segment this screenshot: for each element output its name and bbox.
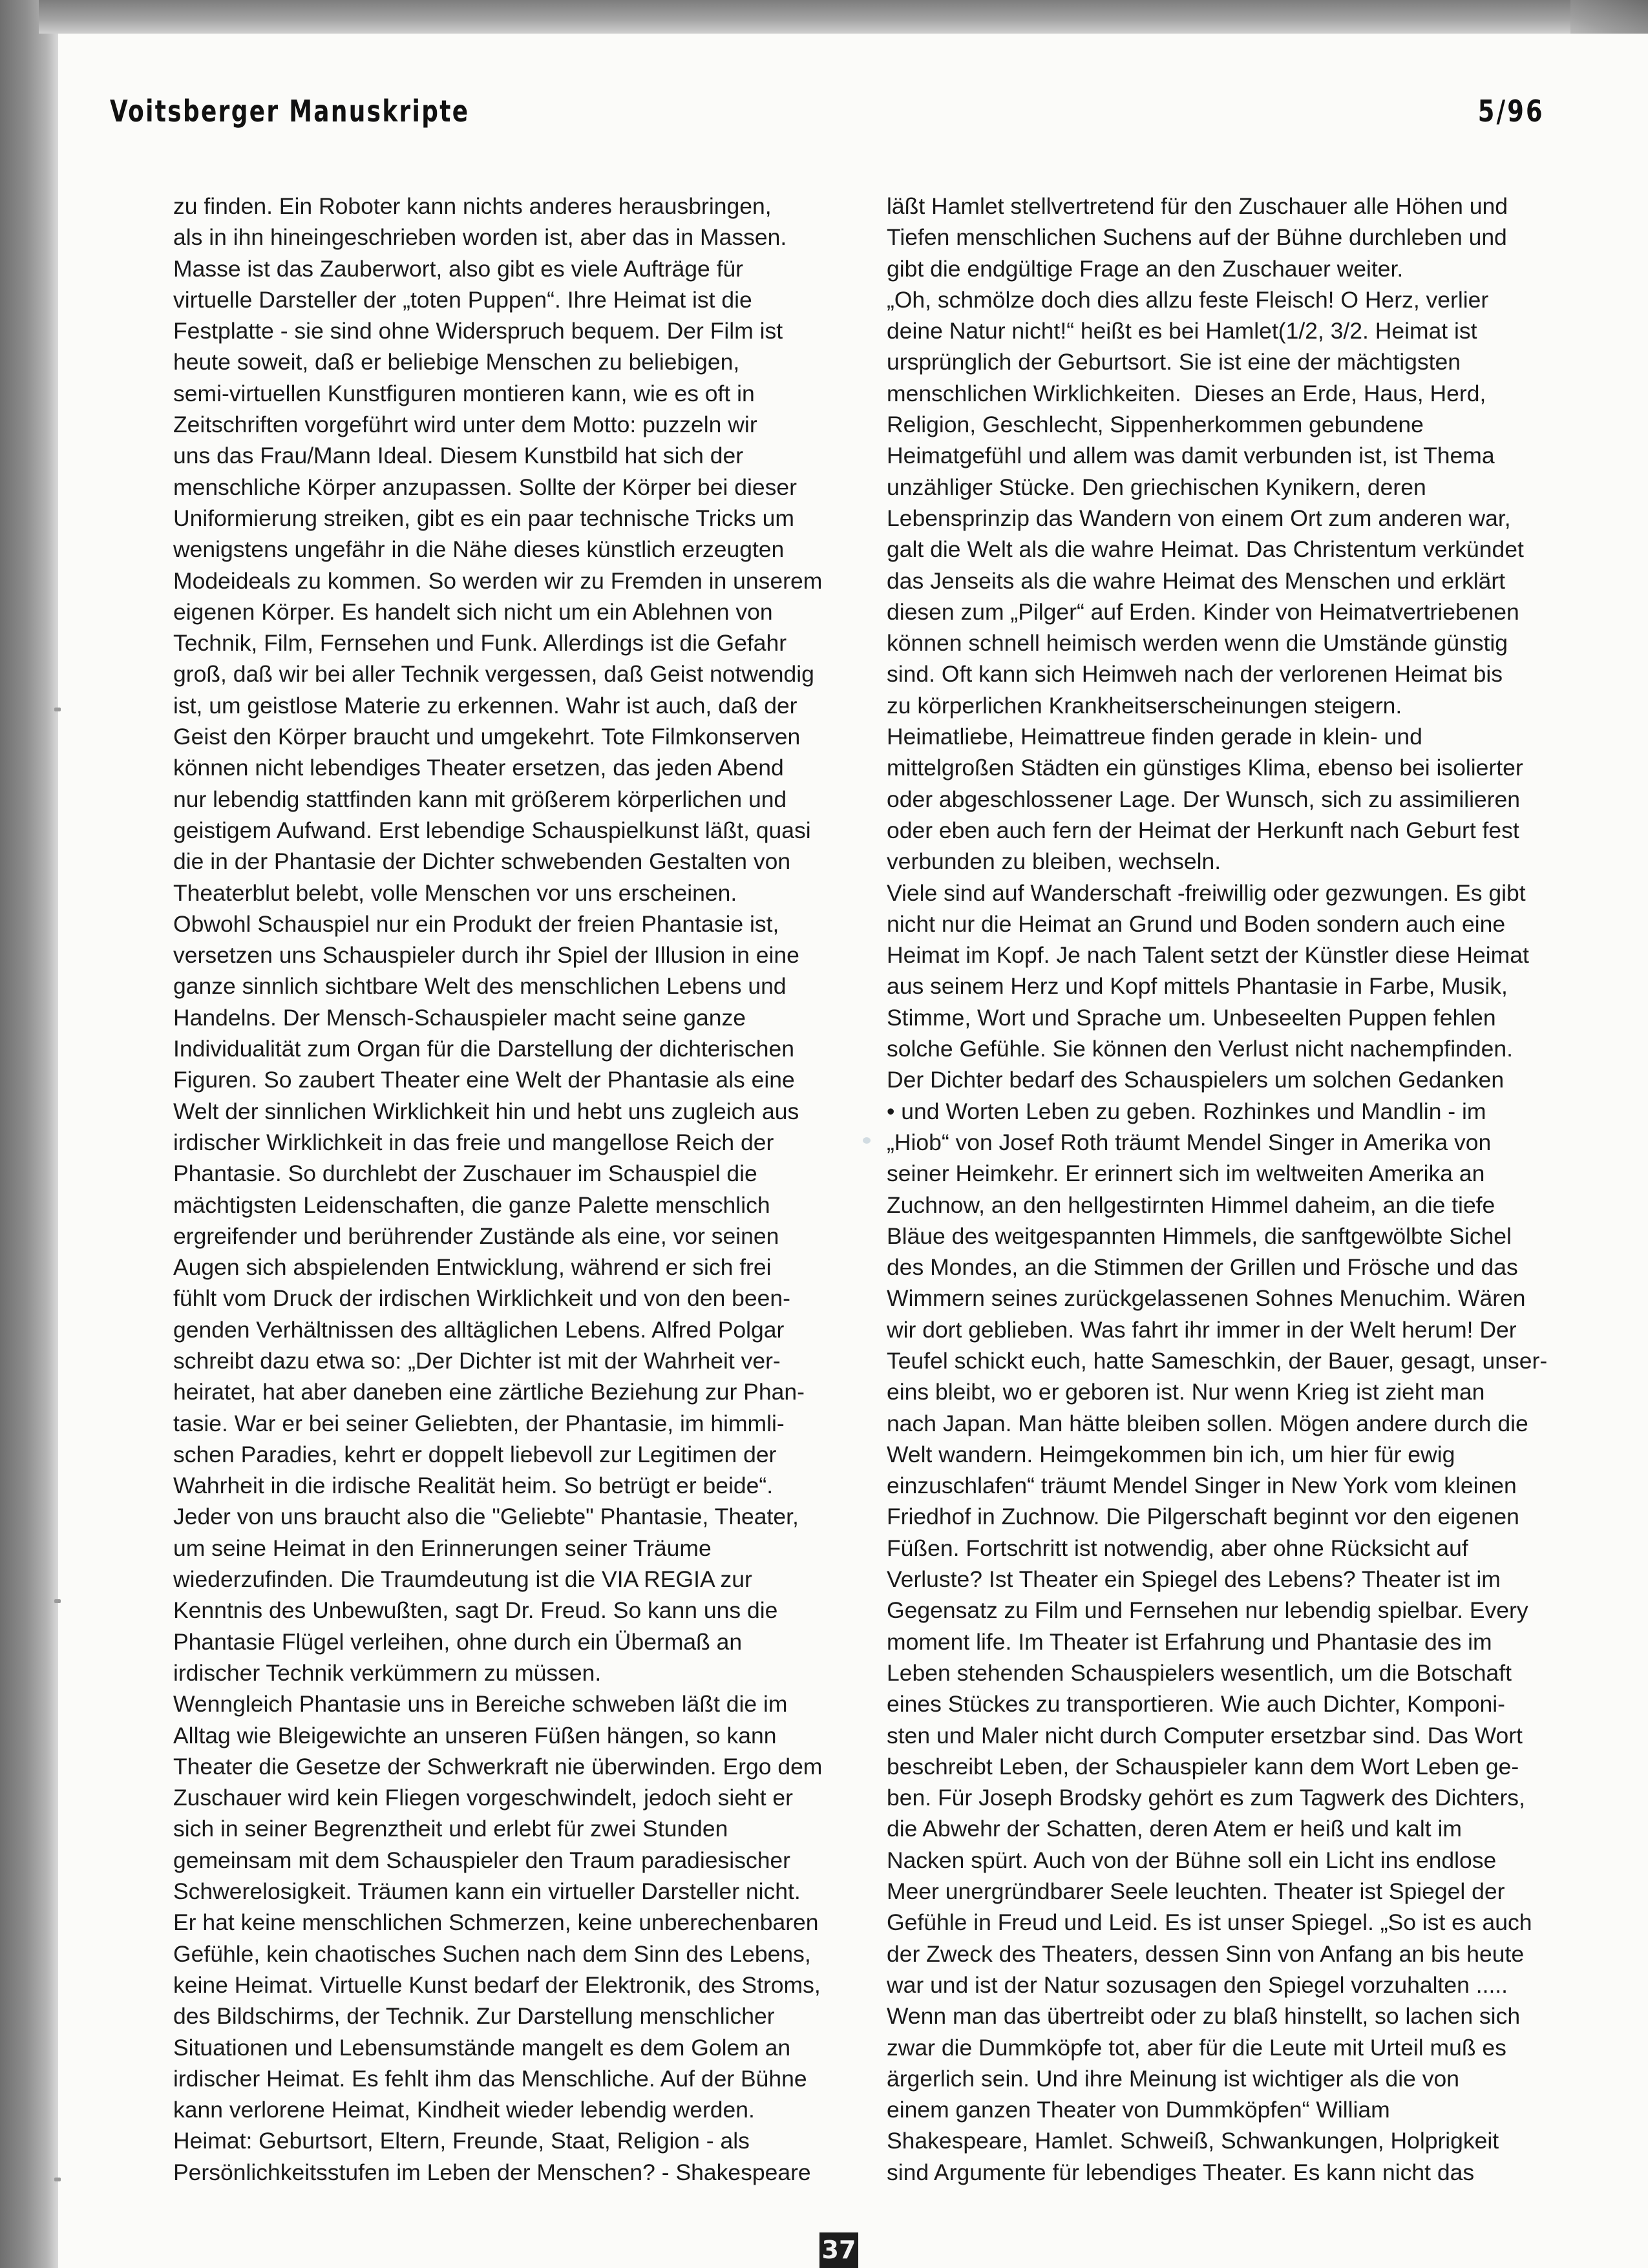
text-line: Schwerelosigkeit. Träumen kann ein virtueller Darsteller nicht. (173, 1878, 801, 1905)
text-line: unzähliger Stücke. Den griechischen Kynikern, deren (887, 474, 1426, 500)
scan-binding-edge (0, 0, 58, 2268)
text-line: Theaterblut belebt, volle Menschen vor uns erscheinen. (173, 879, 737, 906)
text-line: Heimat im Kopf. Je nach Talent setzt der Künstler diese Heimat (887, 942, 1529, 969)
text-line: die in der Phantasie der Dichter schwebenden Gestalten von (173, 848, 791, 875)
text-line: „Hiob“ von Josef Roth träumt Mendel Singer in Amerika von (887, 1129, 1492, 1155)
text-line: menschliche Körper anzupassen. Sollte der Körper bei dieser (173, 474, 797, 500)
text-line: „Oh, schmölze doch dies allzu feste Fleisch! O Herz, verlier (887, 286, 1489, 313)
text-line: der Zweck des Theaters, dessen Sinn von Anfang an bis heute (887, 1940, 1525, 1967)
text-line: Teufel schickt euch, hatte Sameschkin, der Bauer, gesagt, unser- (887, 1347, 1548, 1374)
text-line: gemeinsam mit dem Schauspieler den Traum paradiesischer (173, 1847, 790, 1873)
text-line: ergreifender und berührender Zustände als eine, vor seinen (173, 1223, 779, 1249)
text-line: die Abwehr der Schatten, deren Atem er heiß und kalt im (887, 1816, 1462, 1842)
text-line: Jeder von uns braucht also die "Geliebte" Phantasie, Theater, (173, 1504, 799, 1530)
text-line: kann verlorene Heimat, Kindheit wieder lebendig werden. (173, 2097, 755, 2123)
text-line: Religion, Geschlecht, Sippenherkommen gebundene (887, 412, 1424, 438)
text-line: Bläue des weitgespannten Himmels, die sanftgewölbte Sichel (887, 1223, 1512, 1249)
text-line: beschreibt Leben, der Schauspieler kann dem Wort Leben ge- (887, 1753, 1519, 1780)
text-line: Welt wandern. Heimgekommen bin ich, um hier für ewig (887, 1441, 1455, 1467)
text-line: Welt der sinnlichen Wirklichkeit hin und hebt uns zugleich aus (173, 1098, 799, 1124)
page-number: 37 (819, 2232, 858, 2268)
text-line: Figuren. So zaubert Theater eine Welt der Phantasie als eine (173, 1067, 795, 1093)
text-line: geistigem Aufwand. Erst lebendige Schauspielkunst läßt, quasi (173, 817, 811, 843)
text-line: Lebensprinzip das Wandern von einem Ort zum anderen war, (887, 505, 1511, 531)
text-line: semi-virtuellen Kunstfiguren montieren kann, wie es oft in (173, 380, 755, 406)
text-line: seiner Heimkehr. Er erinnert sich im weltweiten Amerika an (887, 1160, 1485, 1187)
text-line: Phantasie. So durchlebt der Zuschauer im Schauspiel die (173, 1160, 757, 1187)
text-line: Technik, Film, Fernsehen und Funk. Allerdings ist die Gefahr (173, 630, 787, 656)
text-line: Augen sich abspielenden Entwicklung, während er sich frei (173, 1254, 772, 1281)
text-line: schreibt dazu etwa so: „Der Dichter ist mit der Wahrheit ver- (173, 1347, 781, 1374)
text-line: Festplatte - sie sind ohne Widerspruch bequem. Der Film ist (173, 318, 783, 344)
text-line: uns das Frau/Mann Ideal. Diesem Kunstbild hat sich der (173, 443, 744, 469)
text-line: Handelns. Der Mensch-Schauspieler macht seine ganze (173, 1004, 746, 1031)
text-line: um seine Heimat in den Erinnerungen seiner Träume (173, 1535, 712, 1561)
text-line: Wenngleich Phantasie uns in Bereiche schweben läßt die im (173, 1691, 788, 1717)
text-line: Nacken spürt. Auch von der Bühne soll ein Licht ins endlose (887, 1847, 1497, 1873)
scan-speck (863, 1137, 871, 1144)
text-line: nur lebendig stattfinden kann mit größerem körperlichen und (173, 786, 787, 812)
issue-number: 5/96 (1477, 94, 1545, 129)
text-line: Gefühle in Freud und Leid. Es ist unser Spiegel. „So ist es auch (887, 1909, 1532, 1936)
text-line: des Bildschirms, der Technik. Zur Darstellung menschlicher (173, 2003, 775, 2030)
text-line: ganze sinnlich sichtbare Welt des menschlichen Lebens und (173, 973, 787, 1000)
text-line: Heimatgefühl und allem was damit verbunden ist, ist Thema (887, 443, 1495, 469)
text-line: • und Worten Leben zu geben. Rozhinkes und Mandlin - im (887, 1098, 1486, 1124)
text-line: Heimat: Geburtsort, Eltern, Freunde, Staat, Religion - als (173, 2128, 750, 2154)
text-line: Zuchnow, an den hellgestirnten Himmel daheim, an die tiefe (887, 1192, 1495, 1218)
text-line: Modeideals zu kommen. So werden wir zu Fremden in unserem (173, 567, 823, 594)
text-line: sind Argumente für lebendiges Theater. Es kann nicht das (887, 2159, 1475, 2185)
text-line: deine Natur nicht!“ heißt es bei Hamlet(1/2, 3/2. Heimat ist (887, 318, 1477, 344)
text-line: Friedhof in Zuchnow. Die Pilgerschaft beginnt vor den eigenen (887, 1504, 1519, 1530)
text-line: ärgerlich sein. Und ihre Meinung ist wichtiger als die von (887, 2065, 1459, 2092)
text-line: Obwohl Schauspiel nur ein Produkt der freien Phantasie ist, (173, 910, 779, 937)
text-line: läßt Hamlet stellvertretend für den Zuschauer alle Höhen und (887, 193, 1508, 219)
text-line: Zuschauer wird kein Fliegen vorgeschwindelt, jedoch sieht er (173, 1785, 793, 1811)
text-line: Theater die Gesetze der Schwerkraft nie überwinden. Ergo dem (173, 1753, 823, 1780)
text-line: oder abgeschlossener Lage. Der Wunsch, sich zu assimilieren (887, 786, 1521, 812)
text-line: Meer unergründbarer Seele leuchten. Theater ist Spiegel der (887, 1878, 1505, 1905)
text-line: Persönlichkeitsstufen im Leben der Menschen? - Shakespeare (173, 2159, 811, 2185)
text-line: genden Verhältnissen des alltäglichen Lebens. Alfred Polgar (173, 1316, 785, 1343)
text-line: können schnell heimisch werden wenn die Umstände günstig (887, 630, 1508, 656)
text-line: Er hat keine menschlichen Schmerzen, keine unberechenbaren (173, 1909, 819, 1936)
left-text-column (173, 191, 823, 2188)
text-line: Leben stehenden Schauspielers wesentlich, um die Botschaft (887, 1659, 1512, 1686)
text-line: wir dort geblieben. Was fahrt ihr immer in der Welt herum! Der (887, 1316, 1517, 1343)
text-line: menschlichen Wirklichkeiten. Dieses an Erde, Haus, Herd, (887, 380, 1486, 406)
text-line: Masse ist das Zauberwort, also gibt es viele Aufträge für (173, 255, 744, 282)
text-line: fühlt vom Druck der irdischen Wirklichkeit und von den been- (173, 1285, 790, 1312)
text-line: Zeitschriften vorgeführt wird unter dem Motto: puzzeln wir (173, 412, 757, 438)
text-line: können nicht lebendiges Theater ersetzen, das jeden Abend (173, 755, 784, 781)
text-line: Situationen und Lebensumstände mangelt es dem Golem an (173, 2034, 791, 2061)
page-header (110, 94, 1545, 139)
text-line: oder eben auch fern der Heimat der Herkunft nach Geburt fest (887, 817, 1519, 843)
text-line: ursprünglich der Geburtsort. Sie ist eine der mächtigsten (887, 349, 1461, 375)
text-line: solche Gefühle. Sie können den Verlust nicht nachempfinden. (887, 1036, 1514, 1062)
text-line: Wahrheit in die irdische Realität heim. So betrügt er beide“. (173, 1473, 774, 1499)
text-line: das Jenseits als die wahre Heimat des Menschen und erklärt (887, 567, 1506, 594)
binding-mark (54, 2178, 61, 2181)
text-line: wiederzufinden. Die Traumdeutung ist die VIA REGIA zur (173, 1566, 752, 1593)
text-line: zu körperlichen Krankheitserscheinungen steigern. (887, 692, 1402, 719)
text-line: Verluste? Ist Theater ein Spiegel des Lebens? Theater ist im (887, 1566, 1501, 1593)
text-line: irdischer Technik verkümmern zu müssen. (173, 1659, 602, 1686)
text-line: heiratet, hat aber daneben eine zärtliche Beziehung zur Phan- (173, 1379, 805, 1405)
text-line: einem ganzen Theater von Dummköpfen“ William (887, 2097, 1390, 2123)
text-line: mächtigsten Leidenschaften, die ganze Palette menschlich (173, 1192, 770, 1218)
text-line: virtuelle Darsteller der „toten Puppen“. Ihre Heimat ist die (173, 286, 752, 313)
text-line: aus seinem Herz und Kopf mittels Phantasie in Farbe, Musik, (887, 973, 1508, 1000)
text-line: groß, daß wir bei aller Technik vergessen, daß Geist notwendig (173, 661, 814, 688)
text-line: moment life. Im Theater ist Erfahrung und Phantasie des im (887, 1628, 1492, 1655)
text-line: nicht nur die Heimat an Grund und Boden sondern auch eine (887, 910, 1506, 937)
text-line: Wimmern seines zurückgelassenen Sohnes Menuchim. Wären (887, 1285, 1526, 1312)
text-line: keine Heimat. Virtuelle Kunst bedarf der Elektronik, des Stroms, (173, 1971, 821, 1998)
text-line: mittelgroßen Städten ein günstiges Klima, ebenso bei isolierter (887, 755, 1523, 781)
text-line: des Mondes, an die Stimmen der Grillen und Frösche und das (887, 1254, 1518, 1281)
text-line: wenigstens ungefähr in die Nähe dieses künstlich erzeugten (173, 536, 785, 563)
text-line: Phantasie Flügel verleihen, ohne durch ein Übermaß an (173, 1628, 743, 1655)
text-line: heute soweit, daß er beliebige Menschen zu beliebigen, (173, 349, 740, 375)
text-line: Gegensatz zu Film und Fernsehen nur lebendig spielbar. Every (887, 1597, 1528, 1624)
text-line: tasie. War er bei seiner Geliebten, der Phantasie, im himmli- (173, 1410, 785, 1436)
text-line: Wenn man das übertreibt oder zu blaß hinstellt, so lachen sich (887, 2003, 1521, 2030)
text-line: versetzen uns Schauspieler durch ihr Spiel der Illusion in eine (173, 942, 799, 969)
text-line: irdischer Heimat. Es fehlt ihm das Menschliche. Auf der Bühne (173, 2065, 807, 2092)
text-line: sind. Oft kann sich Heimweh nach der verlorenen Heimat bis (887, 661, 1503, 688)
text-line: sich in seiner Begrenztheit und erlebt für zwei Stunden (173, 1816, 728, 1842)
text-line: zu finden. Ein Roboter kann nichts anderes herausbringen, (173, 193, 772, 219)
text-line: ben. Für Joseph Brodsky gehört es zum Tagwerk des Dichters, (887, 1785, 1525, 1811)
text-line: Viele sind auf Wanderschaft -freiwillig oder gezwungen. Es gibt (887, 879, 1526, 906)
text-line: eigenen Körper. Es handelt sich nicht um ein Ablehnen von (173, 598, 773, 625)
text-line: Gefühle, kein chaotisches Suchen nach dem Sinn des Lebens, (173, 1940, 811, 1967)
text-line: ist, um geistlose Materie zu erkennen. Wahr ist auch, daß der (173, 692, 798, 719)
text-line: eines Stückes zu transportieren. Wie auch Dichter, Komponi- (887, 1691, 1505, 1717)
text-line: schen Paradies, kehrt er doppelt liebevoll zur Legitimen der (173, 1441, 777, 1467)
text-line: Uniformierung streiken, gibt es ein paar technische Tricks um (173, 505, 794, 531)
text-line: eins bleibt, wo er geboren ist. Nur wenn Krieg ist zieht man (887, 1379, 1485, 1405)
publication-title: Voitsberger Manuskripte (110, 94, 470, 129)
text-line: Geist den Körper braucht und umgekehrt. Tote Filmkonserven (173, 724, 801, 750)
text-line: zwar die Dummköpfe tot, aber für die Leute mit Urteil muß es (887, 2034, 1506, 2061)
text-line: diesen zum „Pilger“ auf Erden. Kinder von Heimatvertriebenen (887, 598, 1519, 625)
text-line: Stimme, Wort und Sprache um. Unbeseelten Puppen fehlen (887, 1004, 1496, 1031)
text-line: verbunden zu bleiben, wechseln. (887, 848, 1221, 875)
text-line: Füßen. Fortschritt ist notwendig, aber ohne Rücksicht auf (887, 1535, 1468, 1561)
right-text-column (887, 191, 1546, 2188)
text-line: sten und Maler nicht durch Computer ersetzbar sind. Das Wort (887, 1722, 1523, 1748)
text-line: irdischer Wirklichkeit in das freie und mangellose Reich der (173, 1129, 774, 1155)
text-line: Heimatliebe, Heimattreue finden gerade in klein- und (887, 724, 1422, 750)
text-line: war und ist der Natur sozusagen den Spiegel vorzuhalten ..... (887, 1971, 1508, 1998)
text-line: nach Japan. Man hätte bleiben sollen. Mögen andere durch die (887, 1410, 1528, 1436)
text-line: gibt die endgültige Frage an den Zuschauer weiter. (887, 255, 1404, 282)
text-line: galt die Welt als die wahre Heimat. Das Christentum verkündet (887, 536, 1524, 563)
binding-mark (54, 1599, 61, 1603)
text-line: Shakespeare, Hamlet. Schweiß, Schwankungen, Holprigkeit (887, 2128, 1499, 2154)
text-line: einzuschlafen“ träumt Mendel Singer in New York vom kleinen (887, 1473, 1517, 1499)
text-line: Tiefen menschlichen Suchens auf der Bühne durchleben und (887, 224, 1507, 251)
text-line: Individualität zum Organ für die Darstellung der dichterischen (173, 1036, 794, 1062)
scan-top-edge (39, 0, 1648, 34)
text-line: Alltag wie Bleigewichte an unseren Füßen hängen, so kann (173, 1722, 777, 1748)
binding-mark (54, 708, 61, 711)
text-line: Kenntnis des Unbewußten, sagt Dr. Freud. So kann uns die (173, 1597, 778, 1624)
text-line: Der Dichter bedarf des Schauspielers um solchen Gedanken (887, 1067, 1505, 1093)
text-line: als in ihn hineingeschrieben worden ist, aber das in Massen. (173, 224, 787, 251)
